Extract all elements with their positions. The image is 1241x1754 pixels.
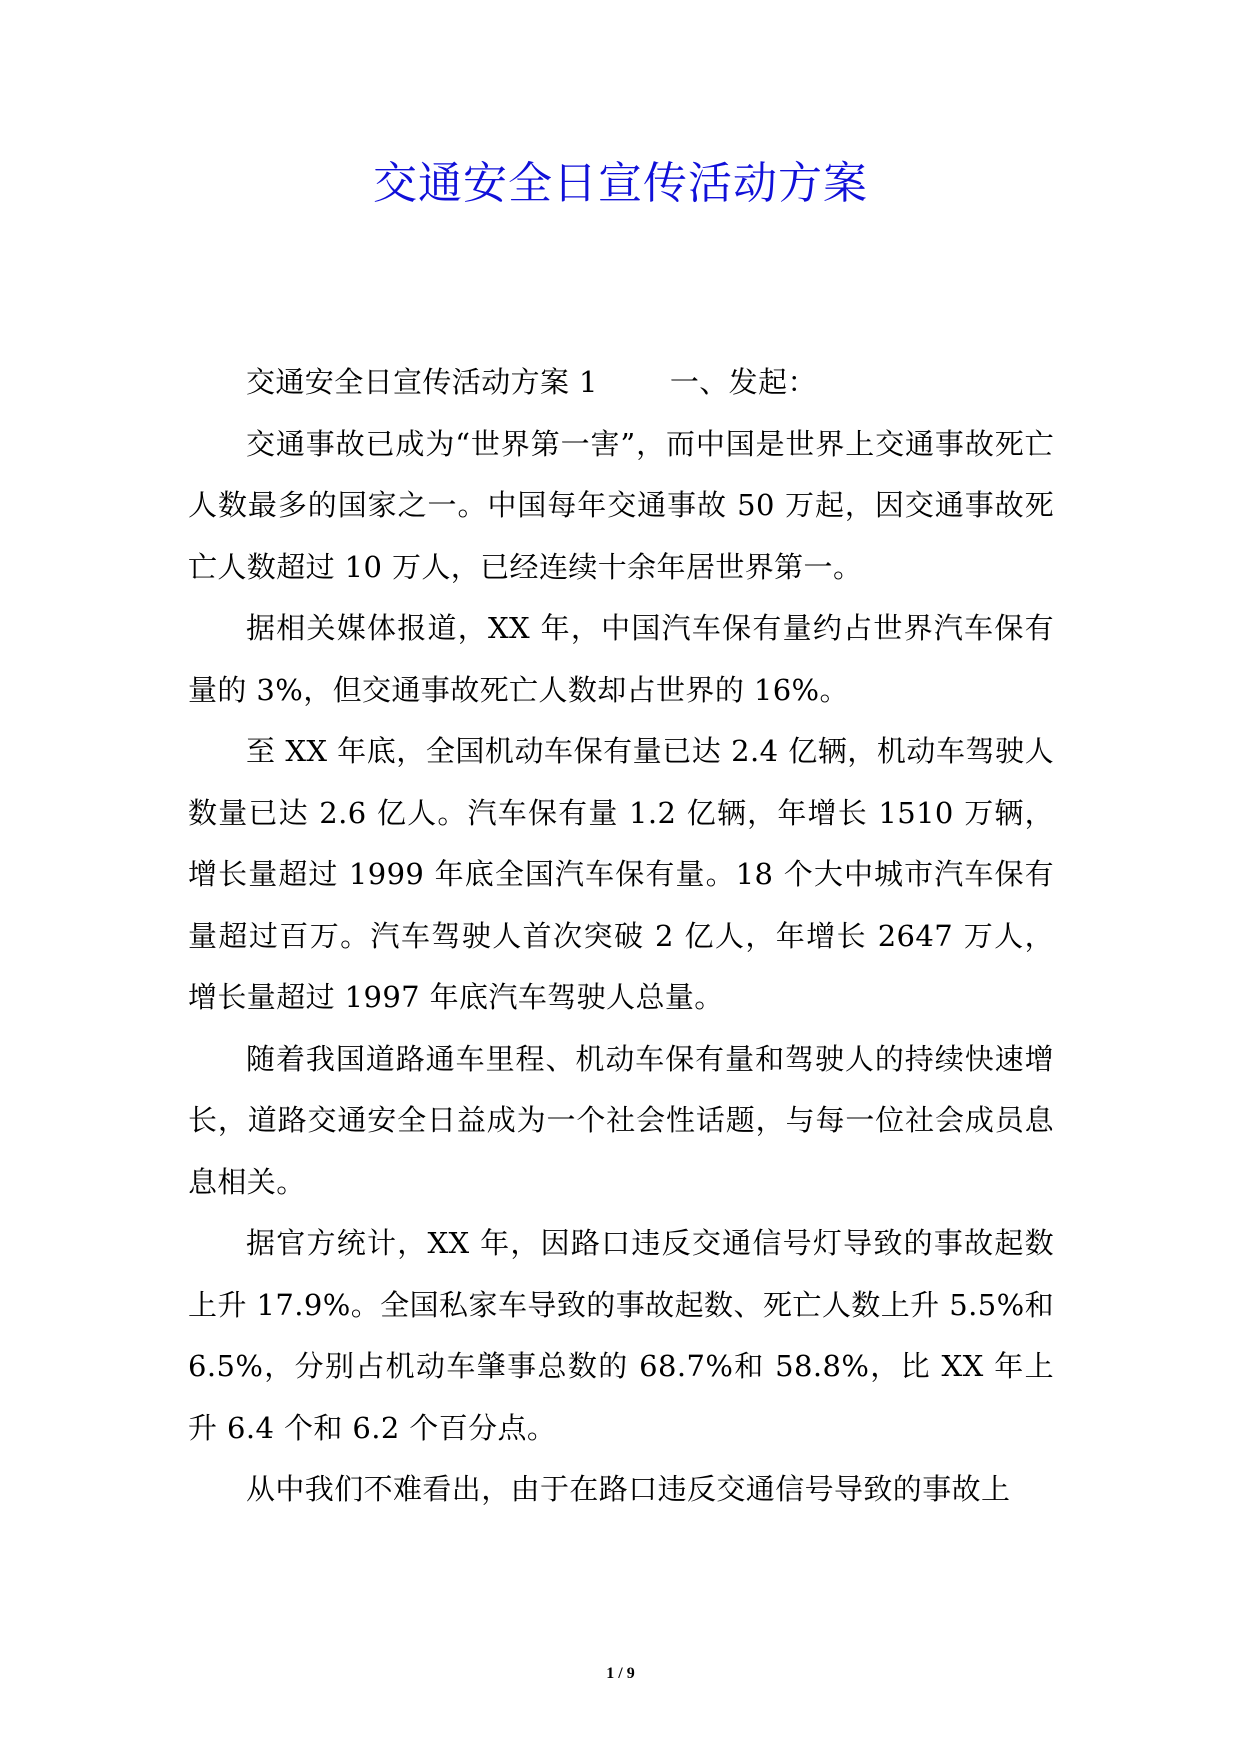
paragraph: 据相关媒体报道，XX 年，中国汽车保有量约占世界汽车保有量的 3%，但交通事故死亡人数却占世界的 16%。 [188,611,1054,707]
plan-heading: 交通安全日宣传活动方案 1 [246,365,598,399]
section-heading: 一、发起： [669,365,817,399]
paragraph: 随着我国道路通车里程、机动车保有量和驾驶人的持续快速增长，道路交通安全日益成为一个社会性话题，与每一位社会成员息息相关。 [188,1041,1054,1199]
document-body [188,352,1054,1521]
paragraph: 交通事故已成为“世界第一害”，而中国是世界上交通事故死亡人数最多的国家之一。中国每年交通事故 50 万起，因交通事故死亡人数超过 10 万人，已经连续十余年居世界第一。 [188,426,1054,584]
paragraph: 从中我们不难看出，由于在路口违反交通信号导致的事故上 [246,1472,1011,1506]
document-title: 交通安全日宣传活动方案 [373,158,868,209]
paragraph: 至 XX 年底，全国机动车保有量已达 2.4 亿辆，机动车驾驶人数量已达 2.6 亿人。汽车保有量 1.2 亿辆，年增长 1510 万辆，增长量超过 1999 年底全国汽车保有量。18 个大中城市汽车保有量超过百万。汽车驾驶人首次突破 2 亿人，年增长 2647 万人，增长量超过 1997 年底汽车驾驶人总量。 [188,734,1054,1014]
page-number: 1 / 9 [606,1665,635,1682]
intro-line [188,352,1054,414]
paragraph: 据官方统计，XX 年，因路口违反交通信号灯导致的事故起数上升 17.9%。全国私家车导致的事故起数、死亡人数上升 5.5%和 6.5%，分别占机动车肇事总数的 68.7%和 58.8%，比 XX 年上升 6.4 个和 6.2 个百分点。 [188,1226,1054,1445]
